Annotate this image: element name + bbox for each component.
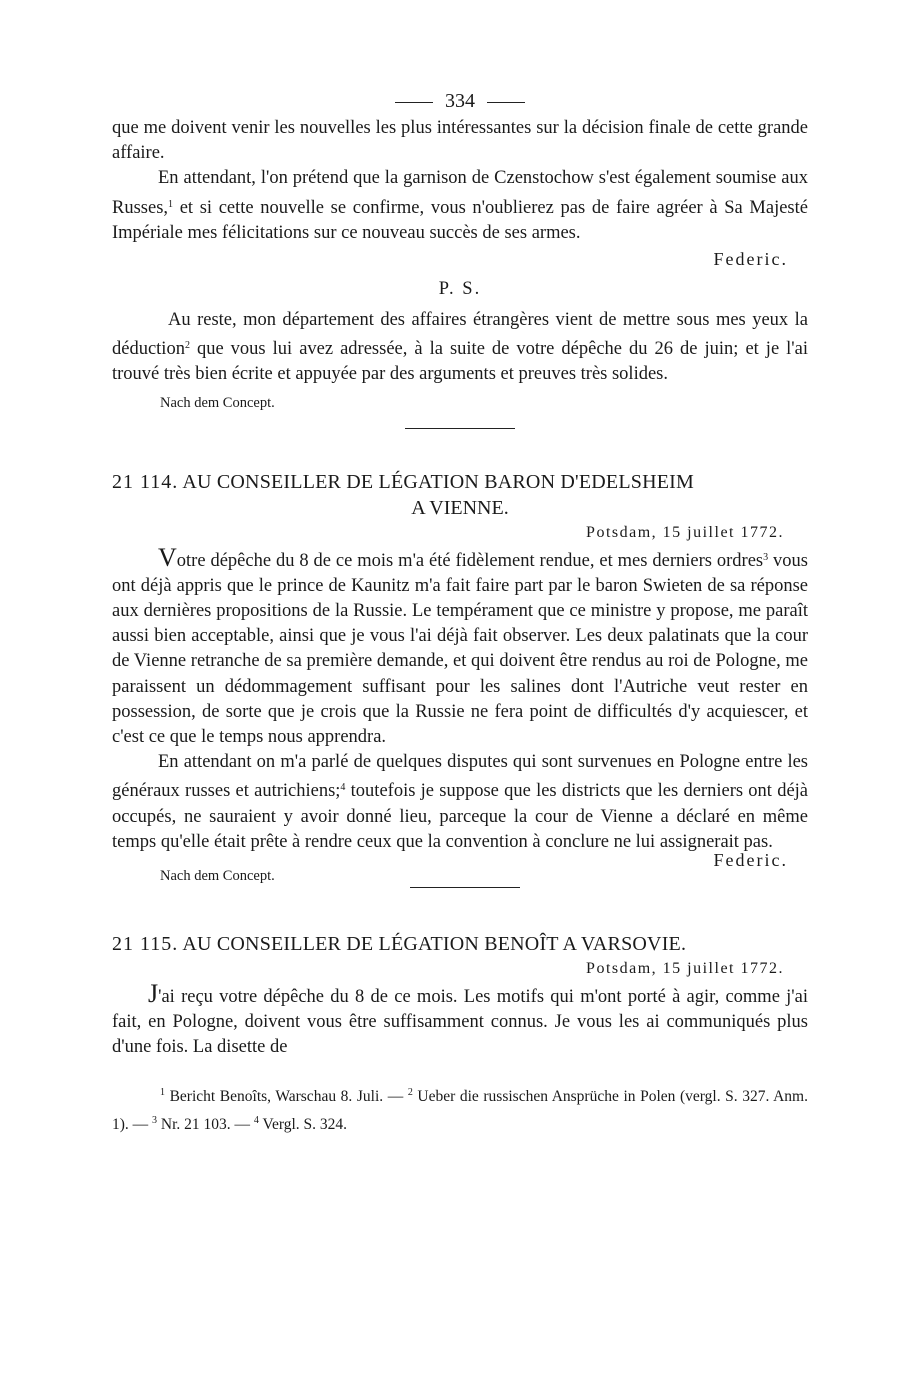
footnote-mark: 2 — [184, 340, 190, 352]
paragraph — [112, 166, 808, 246]
text-span: vous ont déjà appris que le prince de Kaunitz m'a fait faire part par le baron Swieten de sa réponse aux dernières propositions de la Russie. Le tempérament que ce ministre y propose, me paraît aussi bien acceptable, ainsi que je vous l'ai déjà fait observer. Les deux palatinats que la cour de Vienne retranche de sa première demande, et qui doivent être rendus au roi de Pologne, me paraissent un dédommagement suffisant pour les salines dont l'Autriche veut rester en possession, de sorte que je crois que la Russie ne fera point de difficultés d'y acquiescer, et c'est ce que le temps nous apprendra. — [112, 550, 808, 748]
postscript-paragraph — [112, 308, 808, 388]
footnotes — [112, 1081, 808, 1137]
footnote-3 — [152, 1116, 254, 1133]
text-span: toutefois je suppose que les districts que les derniers ont déjà occupés, ne sauraient y avoir donné lieu, parceque la cour de Vienne a déclaré en même temps qu'elle était prête à rendre ceux que la convention à conclure ne lui assignerait pas. — [112, 781, 809, 852]
page-header — [112, 86, 808, 116]
text-span: 'ai reçu votre dépêche du 8 de ce mois. Les motifs qui m'ont porté à agir, comme j'ai fait, en Pologne, doivent vous être suffisamment connus. Je vous les ai communiqués plus d'une fois. La disette de — [112, 987, 808, 1058]
dateline: Potsdam, 15 juillet 1772. — [586, 960, 784, 978]
text-span: Au reste, mon département des affaires étrangères vient de mettre sous mes yeux la déduction — [112, 310, 808, 360]
text-span: otre dépêche du 8 de ce mois m'a été fidèlement rendue, et mes derniers ordres — [176, 550, 764, 571]
footnote-text: Nr. 21 103. — — [157, 1115, 254, 1133]
paragraph: que me doivent venir les nouvelles les plus intéressantes sur la décision finale de cette grande affaire. — [112, 118, 808, 164]
continued-letter — [112, 116, 808, 414]
header-dash-left — [395, 102, 433, 103]
document-21115 — [112, 931, 808, 1061]
footnote-mark: 3 — [763, 551, 769, 563]
document-number: 21 115. — [112, 933, 179, 956]
page-number: 334 — [445, 90, 475, 112]
text-span: En attendant on m'a parlé de quelques disputes qui sont survenues en Pologne entre les généraux russes et autrichiens; — [112, 752, 808, 802]
source-note: Nach dem Concept. — [160, 394, 275, 411]
footnote-number: 2 — [407, 1086, 413, 1098]
footnote-text: Bericht Benoîts, Warschau 8. Juli. — — [165, 1087, 408, 1105]
footnote-1 — [112, 1088, 408, 1105]
footnote-number: 1 — [160, 1086, 165, 1098]
footnote-mark: 4 — [340, 782, 346, 794]
initial-letter: V — [158, 542, 177, 572]
footnote-4 — [254, 1116, 347, 1133]
dateline: Potsdam, 15 juillet 1772. — [586, 523, 784, 541]
header-dash-right — [487, 102, 525, 103]
postscript-label: P. S. — [438, 279, 482, 300]
paragraph — [112, 750, 808, 855]
paragraph — [112, 981, 808, 1061]
document-page — [112, 86, 808, 1137]
document-21114 — [112, 469, 808, 895]
section-divider — [410, 887, 520, 888]
footnote-text: Ueber die russischen Ansprüche in Polen (vergl. S. 327. Anm. 1). — — [112, 1087, 808, 1133]
document-title-line2: A VIENNE. — [411, 496, 509, 519]
signature: Federic. — [713, 249, 788, 270]
text-span: que vous lui avez adressée, à la suite de votre dépêche du 26 de juin; et je l'ai trouvé très bien écrite et appuyée par des arguments et preuves très solides. — [112, 339, 808, 385]
footnote-number: 3 — [152, 1114, 158, 1126]
source-note: Nach dem Concept. — [160, 868, 275, 885]
signature: Federic. — [713, 850, 788, 871]
footnote-mark: 1 — [168, 198, 174, 210]
footnote-text: Vergl. S. 324. — [258, 1115, 348, 1133]
footnote-number: 4 — [253, 1114, 259, 1126]
source-row — [112, 868, 808, 895]
section-divider — [405, 428, 515, 429]
document-number: 21 114. — [112, 470, 179, 493]
document-heading — [112, 931, 808, 957]
text-span: et si cette nouvelle se confirme, vous n'oublierez pas de faire agréer à Sa Majesté Impériale mes félicitations sur ce nouveau succès de ses armes. — [112, 197, 808, 243]
document-heading — [112, 469, 808, 495]
document-title: AU CONSEILLER DE LÉGATION BENOÎT A VARSOVIE. — [182, 933, 687, 956]
paragraph — [112, 542, 808, 751]
initial-letter: J — [148, 979, 159, 1009]
document-title: AU CONSEILLER DE LÉGATION BARON D'EDELSHEIM — [182, 470, 694, 493]
text-span: En attendant, l'on prétend que la garnison de Czenstochow s'est également soumise aux Russes, — [112, 168, 808, 218]
